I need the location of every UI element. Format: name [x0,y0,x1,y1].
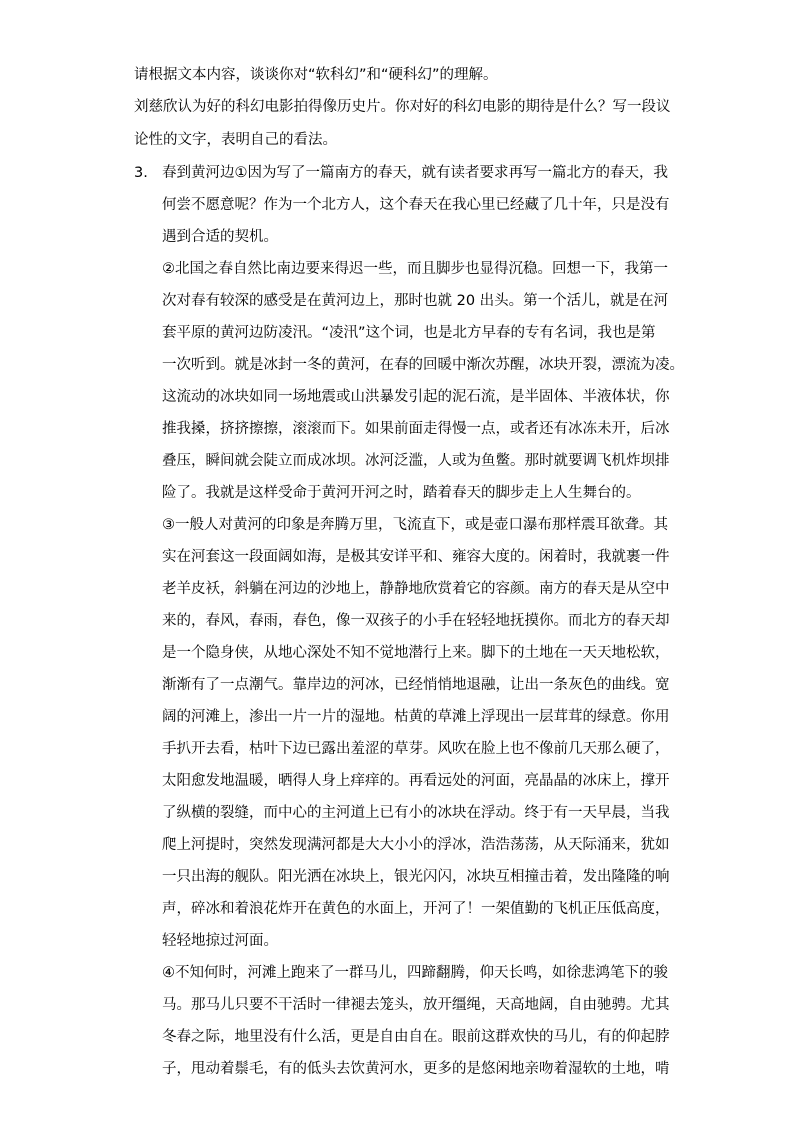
question-line: 渐渐有了一点潮气。靠岸边的河冰，已经悄悄地退融，让出一条灰色的曲线。宽 [162,677,670,693]
question-line: 子，甩动着鬃毛，有的低头去饮黄河水，更多的是悠闲地亲吻着湿软的土地，啃 [162,1061,670,1077]
intro-line-1: 请根据文本内容，谈谈你对“软科幻”和“硬科幻”的理解。 [134,67,498,83]
question-line: 推我搡，挤挤擦擦，滚滚而下。如果前面走得慢一点，或者还有冰冻未开，后冰 [162,421,670,437]
question-line: 是一个隐身侠，从地心深处不知不觉地潜行上来。脚下的土地在一天天地松软， [162,645,670,661]
question-line: 老羊皮袄，斜躺在河边的沙地上，静静地欣赏着它的容颜。南方的春天是从空中 [162,581,670,597]
question-line: 马。那马儿只要不干活时一律褪去笼头，放开缰绳，天高地阔，自由驰骋。尤其 [162,997,670,1013]
question-line: ③一般人对黄河的印象是奔腾万里，飞流直下，或是壶口瀑布那样震耳欲聋。其 [162,517,668,533]
question-line: 实在河套这一段面阔如海，是极其安详平和、雍容大度的。闲着时，我就裹一件 [162,549,670,565]
question-line: 何尝不愿意呢？作为一个北方人，这个春天在我心里已经藏了几十年，只是没有 [162,197,670,213]
question-line: 了纵横的裂缝，而中心的主河道上已有小的冰块在浮动。终于有一天早晨，当我 [162,805,670,821]
question-line: 阔的河滩上，渗出一片一片的湿地。枯黄的草滩上浮现出一层茸茸的绿意。你用 [162,709,670,725]
question-line: 来的，春风，春雨，春色，像一双孩子的小手在轻轻地抚摸你。而北方的春天却 [162,613,670,629]
question-line: 这流动的冰块如同一场地震或山洪暴发引起的泥石流，是半固体、半液体状，你 [162,389,670,405]
question-line: ④不知何时，河滩上跑来了一群马儿，四蹄翻腾，仰天长鸣，如徐悲鸿笔下的骏 [162,965,668,981]
question-line: 声，碎冰和着浪花炸开在黄色的水面上，开河了！一架值勤的飞机正压低高度， [162,901,670,917]
question-line: 叠压，瞬间就会陡立而成冰坝。冰河泛滥，人或为鱼鳖。那时就要调飞机炸坝排 [162,453,670,469]
question-line: 套平原的黄河边防凌汛。“凌汛”这个词，也是北方早春的专有名词，我也是第 [162,325,656,341]
question-line: 一只出海的舰队。阳光洒在冰块上，银光闪闪，冰块互相撞击着，发出隆隆的响 [162,869,670,885]
question-line: 险了。我就是这样受命于黄河开河之时，踏着春天的脚步走上人生舞台的。 [162,485,641,501]
question-line: 春到黄河边①因为写了一篇南方的春天，就有读者要求再写一篇北方的春天，我 [162,165,668,181]
question-line: 轻轻地掠过河面。 [162,933,278,949]
question-line: 太阳愈发地温暖，晒得人身上痒痒的。再看远处的河面，亮晶晶的冰床上，撑开 [162,773,670,789]
intro-line-3: 论性的文字，表明自己的看法。 [134,132,337,148]
question-line: 手扒开去看，枯叶下边已露出羞涩的草芽。风吹在脸上也不像前几天那么硬了， [162,741,670,757]
question-line: 遇到合适的契机。 [162,229,278,245]
question-line: 一次听到。就是冰封一冬的黄河，在春的回暖中渐次苏醒，冰块开裂，漂流为凌。 [162,357,684,373]
question-line: 爬上河提时，突然发现满河都是大大小小的浮冰，浩浩荡荡，从天际涌来，犹如 [162,837,670,853]
question-line: ②北国之春自然比南边要来得迟一些，而且脚步也显得沉稳。回想一下，我第一 [162,261,668,277]
intro-line-2: 刘慈欣认为好的科幻电影拍得像历史片。你对好的科幻电影的期待是什么？写一段议 [134,99,671,115]
question-line: 次对春有较深的感受是在黄河边上，那时也就 20 出头。第一个活儿，就是在河 [162,293,669,309]
question-number: 3. [134,165,148,181]
question-line: 冬春之际，地里没有什么活，更是自由自在。眼前这群欢快的马儿，有的仰起脖 [162,1029,670,1045]
